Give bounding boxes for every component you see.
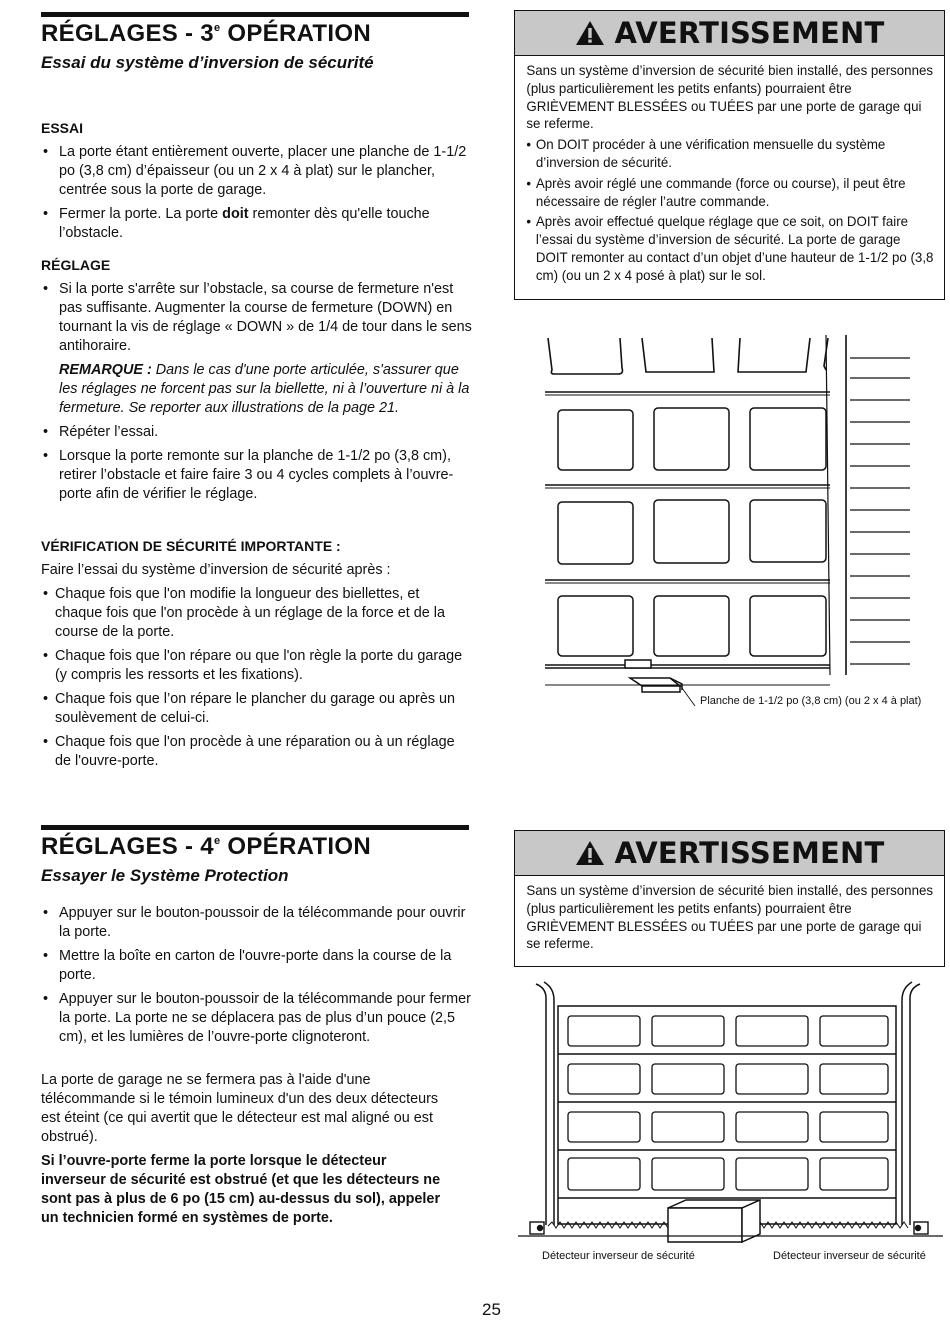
section-rule <box>41 825 469 830</box>
essai-heading: ESSAI <box>41 120 84 136</box>
section-subtitle: Essayer le Système Protection <box>41 866 289 885</box>
verification-list <box>41 585 469 776</box>
verification-item-2: • Chaque fois que l'on répare ou que l'on règle la porte du garage (y compris les ressorts et les fixations). <box>41 647 469 685</box>
sensor-caption-right: Détecteur inverseur de sécurité <box>773 1250 926 1262</box>
technician-notice: Si l’ouvre-porte ferme la porte lorsque le détecteur inverseur de sécurité est obstrué (et que les détecteurs ne sont pas à plus de 6 po (15 cm) au-dessus du sol), appeler un technicien formé en systèmes de porte. <box>41 1153 441 1226</box>
warning-header <box>515 11 944 56</box>
warning-item-1: • On DOIT procéder à une vérification mensuelle du système d’inversion de sécurité. <box>526 136 935 172</box>
warning-triangle-icon <box>575 840 605 866</box>
verification-item-4: • Chaque fois que l'on procède à une réparation ou à un réglage de l'ouvre-porte. <box>41 733 469 771</box>
step-item-3: • Appuyer sur le bouton-poussoir de la télécommande pour fermer la porte. La porte ne se déplacera pas de plus d’un pouce (2,5 cm), et les lumières de l’ouvre-porte clignoteront. <box>41 990 471 1047</box>
warning-header <box>515 831 944 876</box>
warning-intro: Sans un système d’inversion de sécurité bien installé, des personnes (plus particulièrement les petits enfants) pourraient être GRIÈVEMENT BLESSÉES ou TUÉES par une porte de garage qui se referme. <box>526 62 934 132</box>
warning-intro: Sans un système d’inversion de sécurité bien installé, des personnes (plus particulièrement les petits enfants) pourraient être GRIÈVEMENT BLESSÉES ou TUÉES par une porte de garage qui se referme. <box>526 882 934 952</box>
section-subtitle: Essai du système d’inversion de sécurité <box>41 53 374 72</box>
sensor-paragraph: La porte de garage ne se fermera pas à l'aide d'une télécommande si le témoin lumineux d'un des deux détecteurs est éteint (ce qui avertit que le détecteur est mal aligné ou est obstrué). <box>41 1072 439 1145</box>
warning-item-3: • Après avoir effectué quelque réglage que ce soit, on DOIT faire l’essai du système d’inversion de sécurité. La porte de garage DOIT remonter au contact d’un objet d’une hauteur de 1-1/2 po (3,8 cm) (ou un 2 x 4 posé à plat) sur le sol. <box>526 213 935 284</box>
essai-block <box>41 143 471 248</box>
warning-body <box>515 56 944 294</box>
warning-title: AVERTISSEMENT <box>614 16 885 50</box>
warning-box <box>514 830 945 967</box>
section-title: RÉGLAGES - 4e OPÉRATION <box>41 833 371 860</box>
verification-heading: VÉRIFICATION DE SÉCURITÉ IMPORTANTE : <box>41 538 341 554</box>
garage-door-plank-illustration <box>530 330 940 720</box>
reglage-item-2: • Répéter l’essai. <box>41 423 473 442</box>
warning-box <box>514 10 945 300</box>
warning-item-2: • Après avoir réglé une commande (force ou course), il peut être nécessaire de régler l’autre commande. <box>526 175 935 211</box>
sensor-caption-left: Détecteur inverseur de sécurité <box>542 1250 695 1262</box>
reglage-block <box>41 280 473 509</box>
page-number: 25 <box>482 1300 501 1319</box>
verification-intro: Faire l’essai du système d’inversion de sécurité après : <box>41 562 391 578</box>
step-item-1: • Appuyer sur le bouton-poussoir de la télécommande pour ouvrir la porte. <box>41 904 471 942</box>
reglage-heading: RÉGLAGE <box>41 257 111 273</box>
test-steps <box>41 904 471 1052</box>
essai-item-1: • La porte étant entièrement ouverte, placer une planche de 1-1/2 po (3,8 cm) d’épaisseur (ou un 2 x 4 à plat) sur le plancher, centrée sous la porte de garage. <box>41 143 471 200</box>
reglage-item-1: • Si la porte s'arrête sur l’obstacle, sa course de fermeture n'est pas suffisante. Augmenter la course de fermeture (DOWN) en tournant la vis de réglage « DOWN » de 1/4 de tour dans le sens antihoraire. <box>41 280 473 356</box>
warning-title: AVERTISSEMENT <box>614 836 885 870</box>
verification-item-1: • Chaque fois que l'on modifie la longueur des biellettes, et chaque fois que l'on procède à un réglage de la force et de la course de la porte. <box>41 585 469 642</box>
warning-body <box>515 876 944 962</box>
section-rule <box>41 12 469 17</box>
step-item-2: • Mettre la boîte en carton de l'ouvre-porte dans la course de la porte. <box>41 947 471 985</box>
reglage-item-3: • Lorsque la porte remonte sur la planche de 1-1/2 po (3,8 cm), retirer l’obstacle et faire faire 3 ou 4 cycles complets à l’ouvre-porte afin de vérifier le réglage. <box>41 447 473 504</box>
plank-caption: Planche de 1-1/2 po (3,8 cm) (ou 2 x 4 à plat) <box>700 695 922 707</box>
safety-reverse-sensor-illustration <box>518 980 943 1250</box>
verification-item-3: • Chaque fois que l’on répare le plancher du garage ou après un soulèvement de celui-ci. <box>41 690 469 728</box>
warning-triangle-icon <box>575 20 605 46</box>
essai-item-2: • Fermer la porte. La porte doit remonter dès qu'elle touche l’obstacle. <box>41 205 471 243</box>
remarque-note: REMARQUE : Dans le cas d'une porte articulée, s'assurer que les réglages ne forcent pas sur la biellette, ni à l’ouverture ni à la fermeture. Se reporter aux illustrations de la page 21. <box>59 362 470 416</box>
section-title: RÉGLAGES - 3e OPÉRATION <box>41 20 371 47</box>
